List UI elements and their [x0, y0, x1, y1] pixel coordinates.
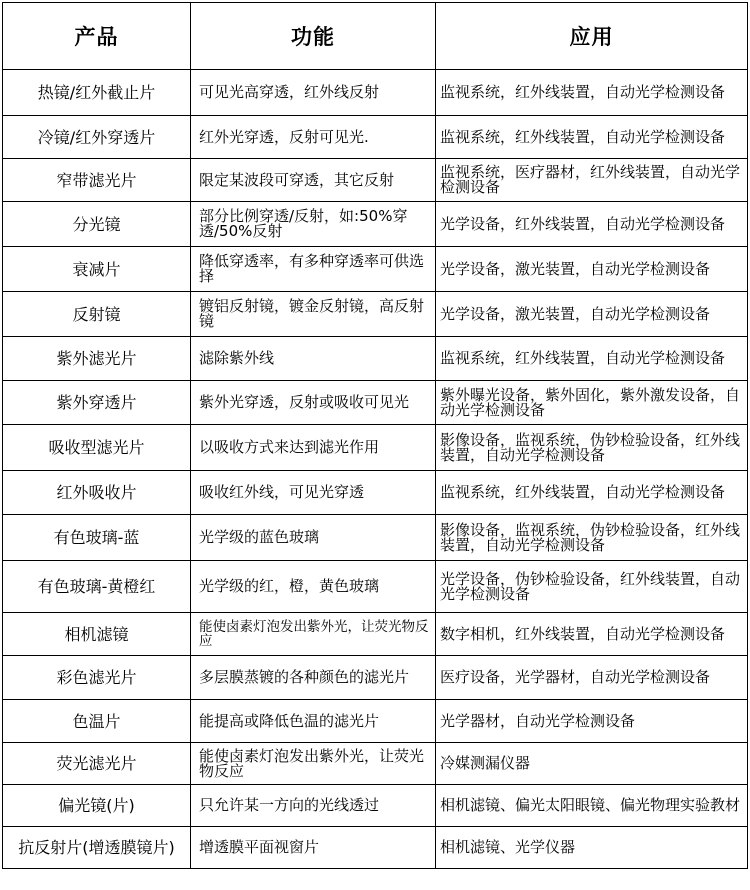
header-product: 产品 — [3, 3, 191, 70]
function-cell: 光学级的红，橙，黄色玻璃 — [191, 561, 436, 613]
table-row — [3, 159, 748, 202]
product-cell: 抗反射片(增透膜镜片) — [3, 827, 191, 869]
product-cell: 紫外滤光片 — [3, 337, 191, 381]
application-cell: 监视系统，红外线装置，自动光学检测设备 — [436, 337, 748, 381]
application-cell: 影像设备，监视系统，伪钞检验设备，红外线装置，自动光学检测设备 — [436, 515, 748, 561]
table-row — [3, 116, 748, 159]
application-cell: 相机滤镜、光学仪器 — [436, 827, 748, 869]
function-cell: 降低穿透率，有多种穿透率可供选择 — [191, 247, 436, 292]
application-cell: 光学设备，激光装置，自动光学检测设备 — [436, 292, 748, 337]
product-cell: 有色玻璃-蓝 — [3, 515, 191, 561]
product-cell: 相机滤镜 — [3, 613, 191, 656]
product-cell: 偏光镜(片) — [3, 785, 191, 827]
application-cell: 光学设备，激光装置，自动光学检测设备 — [436, 247, 748, 292]
table-row — [3, 247, 748, 292]
function-cell: 滤除紫外线 — [191, 337, 436, 381]
table-row — [3, 292, 748, 337]
function-cell: 紫外光穿透，反射或吸收可见光 — [191, 381, 436, 425]
application-cell: 监视系统，医疗器材，红外线装置，自动光学检测设备 — [436, 159, 748, 202]
product-cell: 冷镜/红外穿透片 — [3, 116, 191, 159]
function-cell: 可见光高穿透，红外线反射 — [191, 70, 436, 116]
table-row — [3, 70, 748, 116]
header-application: 应用 — [436, 3, 748, 70]
application-cell: 监视系统，红外线装置，自动光学检测设备 — [436, 116, 748, 159]
product-cell: 衰减片 — [3, 247, 191, 292]
table-row — [3, 785, 748, 827]
table-row — [3, 613, 748, 656]
product-cell: 红外吸收片 — [3, 471, 191, 515]
application-cell: 影像设备，监视系统，伪钞检验设备，红外线装置，自动光学检测设备 — [436, 425, 748, 471]
product-cell: 有色玻璃-黄橙红 — [3, 561, 191, 613]
product-cell: 色温片 — [3, 700, 191, 743]
table-row — [3, 700, 748, 743]
function-cell: 能提高或降低色温的滤光片 — [191, 700, 436, 743]
function-cell: 部分比例穿透/反射，如:50%穿透/50%反射 — [191, 202, 436, 247]
table-row — [3, 827, 748, 869]
table-header-row — [3, 3, 748, 70]
product-function-table — [2, 2, 748, 869]
application-cell: 冷媒测漏仪器 — [436, 743, 748, 785]
table-row — [3, 425, 748, 471]
function-cell: 只允许某一方向的光线透过 — [191, 785, 436, 827]
product-cell: 热镜/红外截止片 — [3, 70, 191, 116]
application-cell: 数字相机，红外线装置，自动光学检测设备 — [436, 613, 748, 656]
product-cell: 吸收型滤光片 — [3, 425, 191, 471]
product-cell: 窄带滤光片 — [3, 159, 191, 202]
product-cell: 彩色滤光片 — [3, 656, 191, 700]
header-function: 功能 — [191, 3, 436, 70]
product-cell: 紫外穿透片 — [3, 381, 191, 425]
table-row — [3, 337, 748, 381]
table-row — [3, 381, 748, 425]
application-cell: 光学器材，自动光学检测设备 — [436, 700, 748, 743]
product-cell: 反射镜 — [3, 292, 191, 337]
application-cell: 光学设备，伪钞检验设备，红外线装置，自动光学检测设备 — [436, 561, 748, 613]
function-cell: 能使卤素灯泡发出紫外光，让荧光物反应 — [191, 743, 436, 785]
function-cell: 能使卤素灯泡发出紫外光，让荧光物反应 — [191, 613, 436, 656]
function-cell: 红外光穿透，反射可见光. — [191, 116, 436, 159]
application-cell: 监视系统，红外线装置，自动光学检测设备 — [436, 471, 748, 515]
function-cell: 镀铝反射镜，镀金反射镜，高反射镜 — [191, 292, 436, 337]
function-cell: 限定某波段可穿透，其它反射 — [191, 159, 436, 202]
table-row — [3, 515, 748, 561]
application-cell: 紫外曝光设备，紫外固化，紫外激发设备，自动光学检测设备 — [436, 381, 748, 425]
function-cell: 以吸收方式来达到滤光作用 — [191, 425, 436, 471]
table-row — [3, 561, 748, 613]
table-row — [3, 471, 748, 515]
application-cell: 医疗设备，光学器材，自动光学检测设备 — [436, 656, 748, 700]
function-cell: 吸收红外线，可见光穿透 — [191, 471, 436, 515]
table-row — [3, 656, 748, 700]
table-row — [3, 743, 748, 785]
function-cell: 光学级的蓝色玻璃 — [191, 515, 436, 561]
application-cell: 光学设备，红外线装置，自动光学检测设备 — [436, 202, 748, 247]
table-row — [3, 202, 748, 247]
product-cell: 分光镜 — [3, 202, 191, 247]
function-cell: 多层膜蒸镀的各种颜色的滤光片 — [191, 656, 436, 700]
application-cell: 监视系统，红外线装置，自动光学检测设备 — [436, 70, 748, 116]
function-cell: 增透膜平面视窗片 — [191, 827, 436, 869]
product-cell: 荧光滤光片 — [3, 743, 191, 785]
application-cell: 相机滤镜、偏光太阳眼镜、偏光物理实验教材 — [436, 785, 748, 827]
